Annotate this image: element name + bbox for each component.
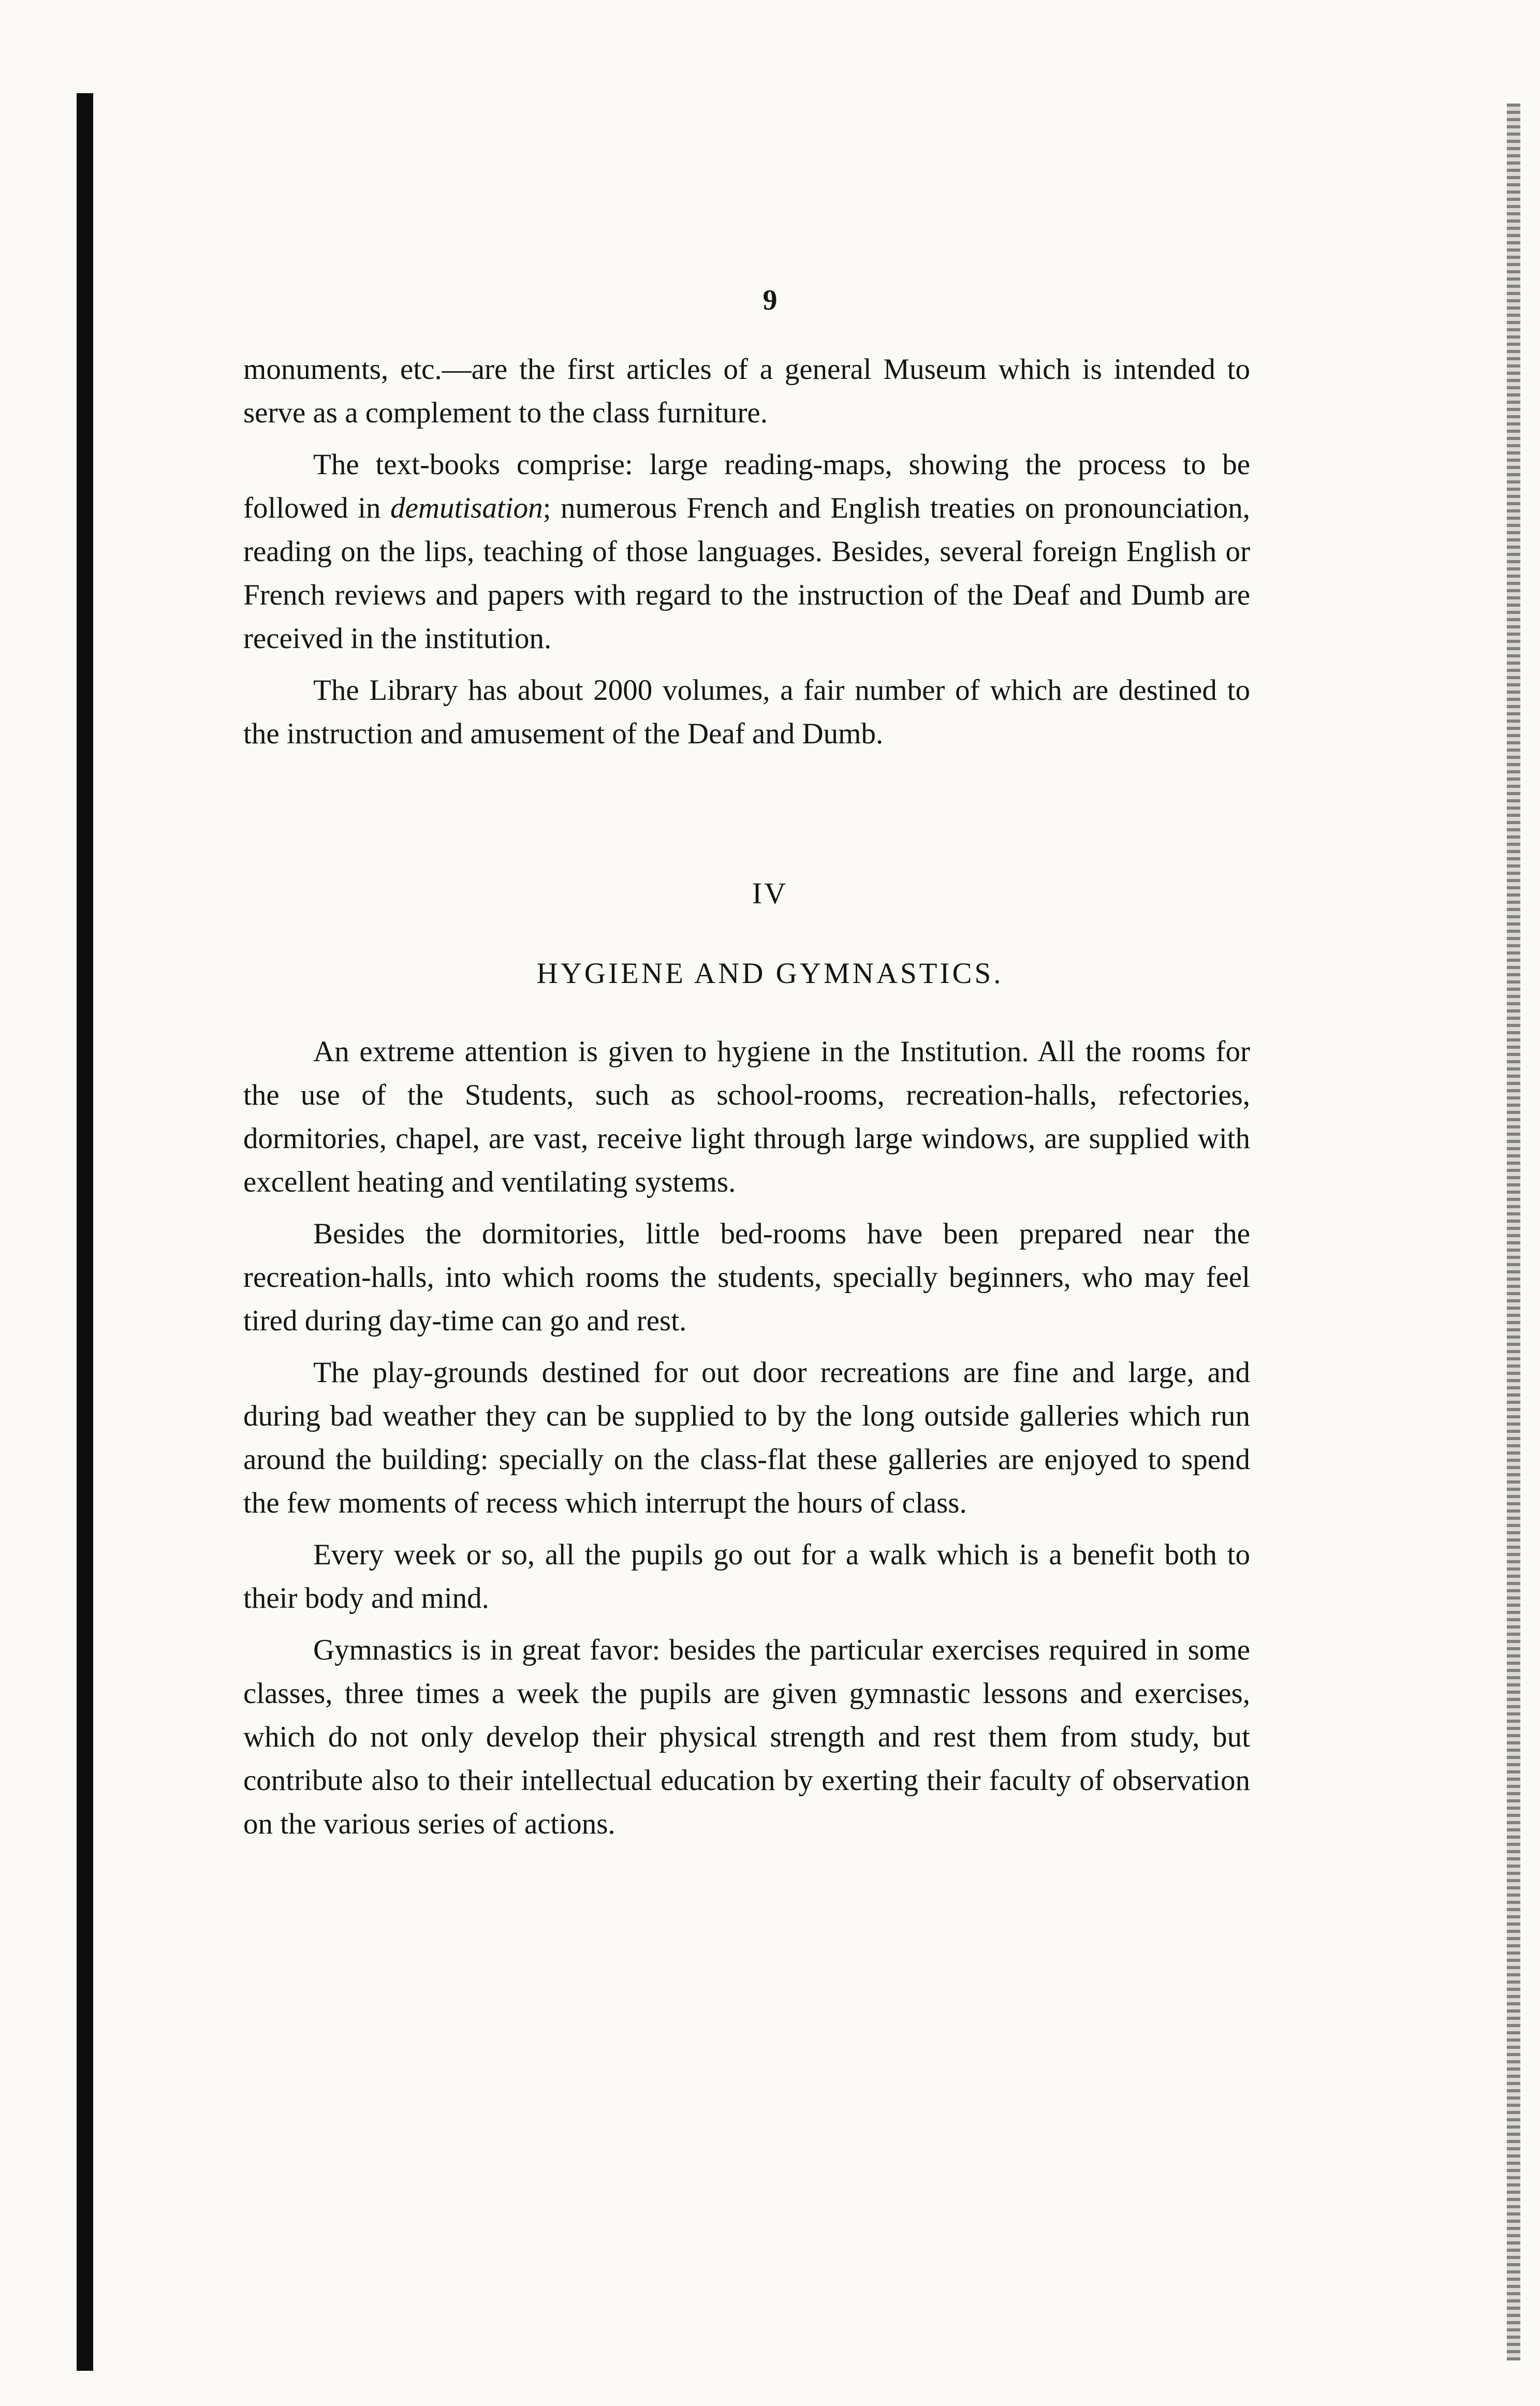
intro-paragraph-2-start: The text-books comprise: large reading-maps, showing the process to be followed in xyxy=(243,448,1250,524)
book-binding-edge xyxy=(77,93,93,2371)
section-number: IV xyxy=(752,876,788,910)
intro-paragraph-1: monuments, etc.—are the first articles of a general Museum which is intended to serve as a complement to the class furniture. xyxy=(243,353,1250,429)
page-number: 9 xyxy=(762,284,778,316)
section-paragraph: An extreme attention is given to hygiene in the Institution. All the rooms for the use of the Students, such as school-rooms, recreation-halls, refectories, dormitories, chapel, are vast, receive light through large windows, are supplied with excellent heating and ventilating systems. xyxy=(243,1035,1250,1198)
section-paragraph: Gymnastics is in great favor: besides the particular exercises required in some classes, three times a week the pupils are given gymnastic lessons and exercises, which do not only develop their physical strength and rest them from study, but contribute also to their intellectual education by exerting their faculty of observation on the various series of actions. xyxy=(243,1634,1250,1840)
intro-paragraph-2 xyxy=(243,443,1250,661)
section-paragraph: The play-grounds destined for out door recreations are fine and large, and during bad weather they can be supplied to by the long outside galleries which run around the building: specially on the class-flat these galleries are enjoyed to spend the few moments of recess which interrupt the hours of class. xyxy=(243,1356,1250,1519)
intro-paragraph-2-end: ; numerous French and English treaties on pronounciation, reading on the lips, teaching of those languages. Besides, several foreign English or French reviews and papers with regard to the instruction of the Deaf and Dumb are received in the institution. xyxy=(243,492,1250,655)
intro-paragraph-3: The Library has about 2000 volumes, a fair number of which are destined to the instruction and amusement of the Deaf and Dumb. xyxy=(243,674,1250,750)
intro-paragraph-2-emphasis: demutisation xyxy=(390,492,543,524)
section-paragraph: Every week or so, all the pupils go out for a walk which is a benefit both to their body and mind. xyxy=(243,1538,1250,1615)
section-body xyxy=(243,1030,1250,1846)
intro-text xyxy=(243,348,1250,756)
section-title: HYGIENE AND GYMNASTICS. xyxy=(536,957,1004,990)
section-paragraph: Besides the dormitories, little bed-rooms have been prepared near the recreation-halls, into which rooms the students, specially beginners, who may feel tired during day-time can go and rest. xyxy=(243,1217,1250,1337)
page-right-edge xyxy=(1507,104,1520,2360)
